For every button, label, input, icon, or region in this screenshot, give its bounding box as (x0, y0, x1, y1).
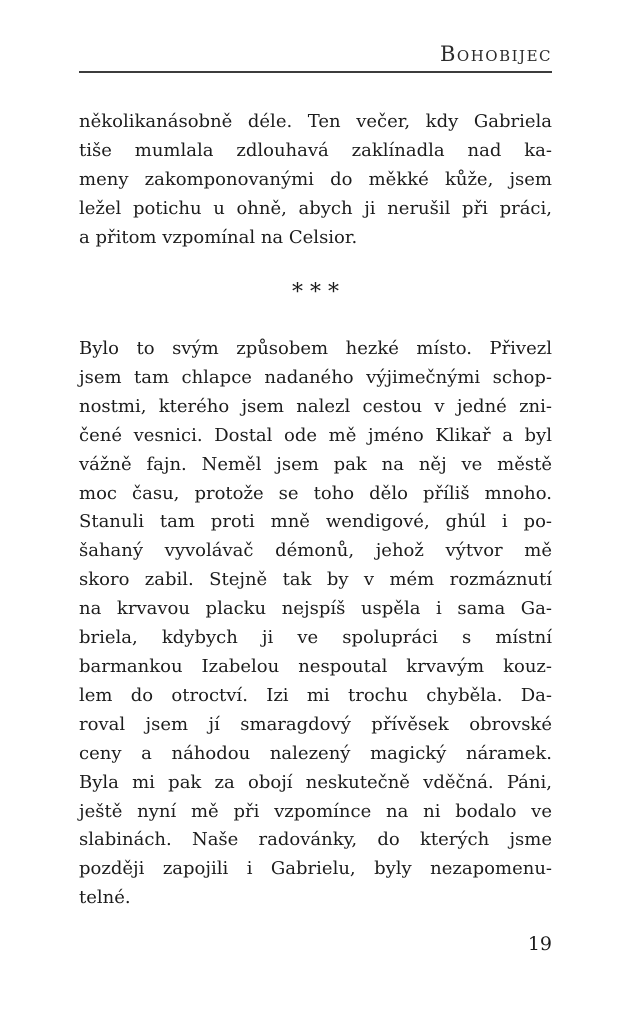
text-line: a přitom vzpomínal na Celsior. (79, 226, 358, 248)
text-line: ležel potichu u ohně, abych ji nerušil při práci, (79, 197, 552, 219)
text-line: moc času, protože se toho dělo příliš mnoho. (79, 482, 552, 504)
text-line: vážně fajn. Neměl jsem pak na něj ve městě (79, 453, 552, 475)
text-line: ještě nyní mě při vzpomínce na ni bodalo ve (79, 800, 552, 822)
text-line: telné. (79, 887, 131, 909)
paragraph-main (79, 335, 552, 913)
text-line: meny zakomponovanými do měkké kůže, jsem (79, 168, 552, 190)
text-line: barmankou Izabelou nespoutal krvavým kouz- (79, 655, 552, 677)
header-rule (79, 71, 552, 73)
paragraph-continued (79, 108, 552, 253)
text-line: Bylo to svým způsobem hezké místo. Přivezl (79, 338, 552, 359)
text-line: ceny a náhodou nalezený magický náramek. (79, 742, 552, 764)
text-line: lem do otroctví. Izi mi trochu chyběla. Da- (79, 684, 552, 706)
text-line: Stanuli tam proti mně wendigové, ghúl i po- (79, 511, 552, 533)
page-number: 19 (527, 933, 552, 955)
text-line: na krvavou placku nejspíš uspěla i sama Ga- (79, 598, 552, 620)
text-line: briela, kdybych ji ve spolupráci s místní (79, 627, 552, 649)
chapter-title: Bohobijec (440, 42, 552, 66)
text-line: několikanásobně déle. Ten večer, kdy Gabriela (79, 111, 552, 132)
running-header (79, 42, 552, 66)
text-line: čené vesnici. Dostal ode mě jméno Klikař a byl (79, 424, 552, 446)
text-line: skoro zabil. Stejně tak by v mém rozmáznutí (79, 569, 552, 591)
text-line: nostmi, kterého jsem nalezl cestou v jedné zni- (79, 395, 552, 417)
text-line: později zapojili i Gabrielu, byly nezapomenu- (79, 858, 552, 880)
text-line: roval jsem jí smaragdový přívěsek obrovské (79, 713, 552, 735)
text-line: jsem tam chlapce nadaného výjimečnými schop- (79, 366, 552, 388)
text-line: slabinách. Naše radovánky, do kterých jsme (79, 829, 552, 851)
text-line: tiše mumlala zdlouhavá zaklínadla nad ka- (79, 139, 552, 161)
text-line: Byla mi pak za obojí neskutečně vděčná. Páni, (79, 771, 552, 793)
section-break-asterisks: *** (292, 280, 346, 305)
text-line: šahaný vyvolávač démonů, jehož výtvor mě (79, 540, 552, 562)
